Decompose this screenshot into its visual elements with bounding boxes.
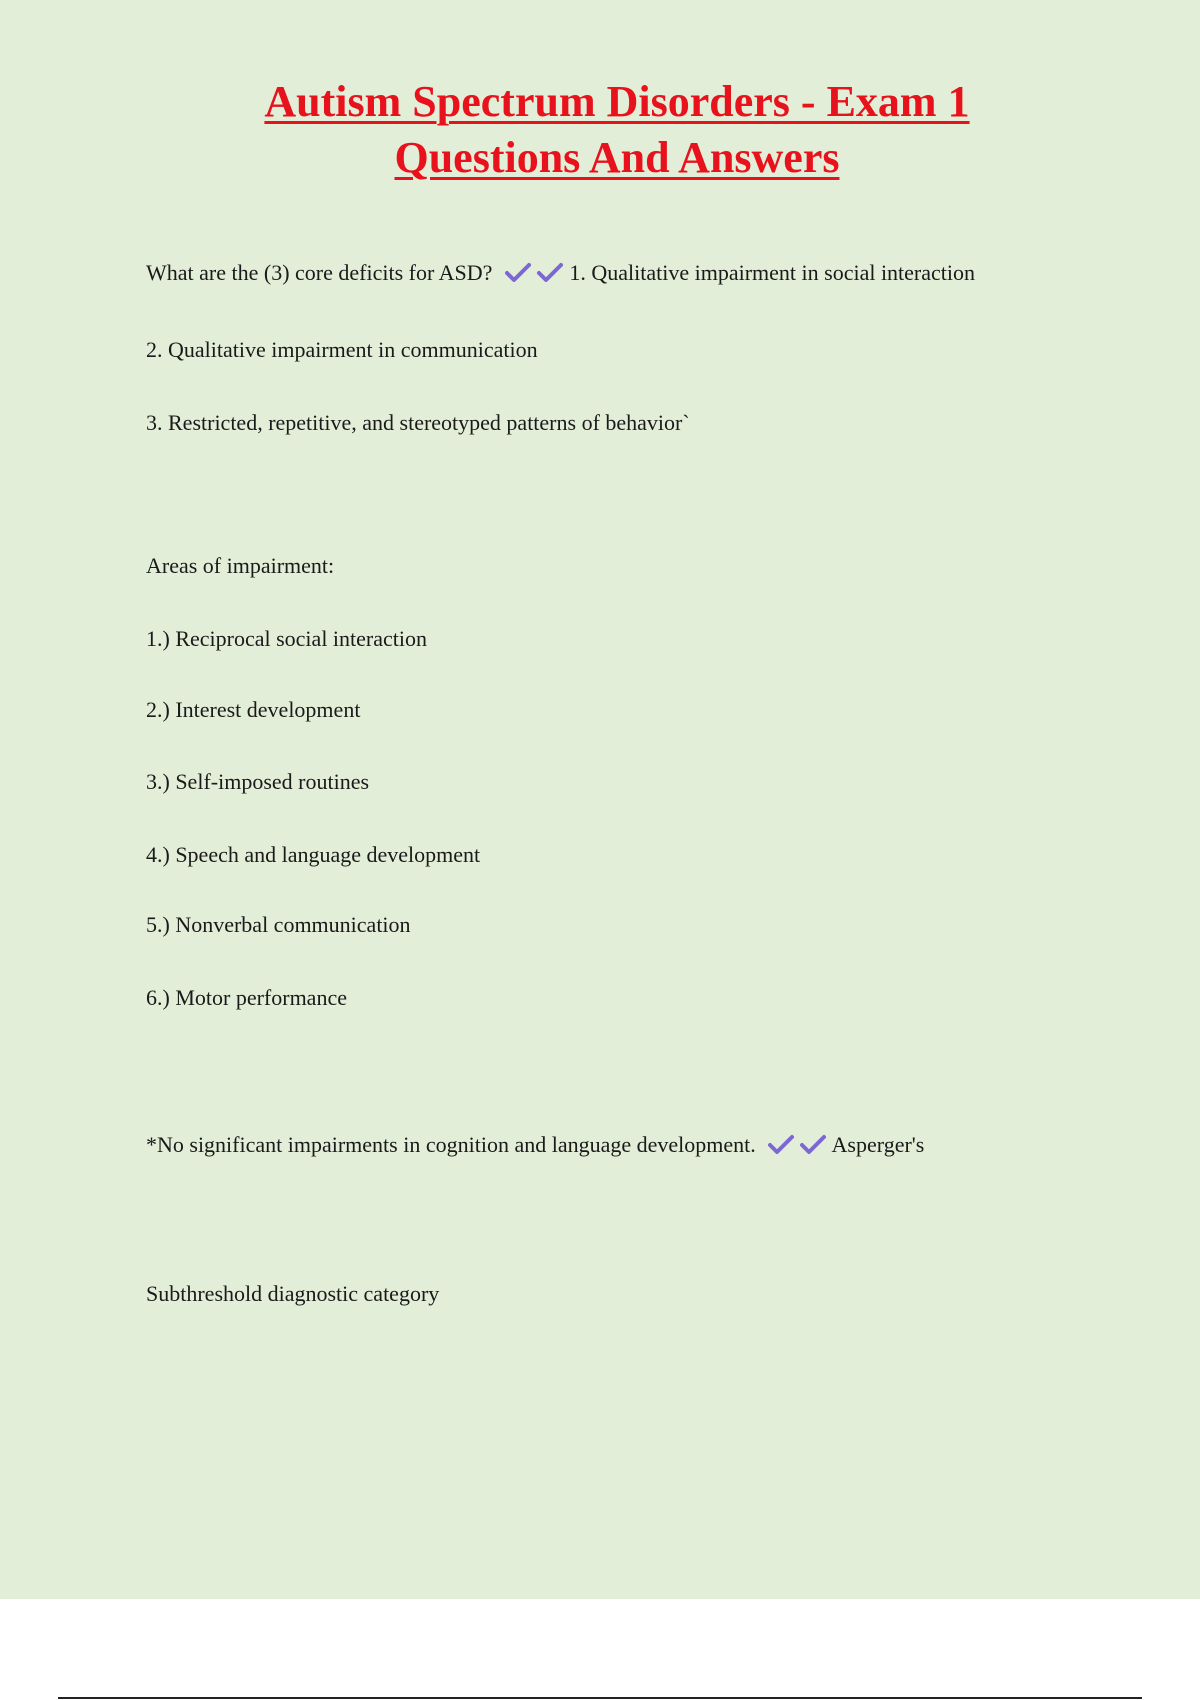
- list-item: 3.) Self-imposed routines: [146, 769, 370, 794]
- question-3-text: *No significant impairments in cognition and language development.: [146, 1132, 756, 1157]
- checkmark-icon: [799, 1133, 827, 1157]
- checkmark-icon: [504, 261, 532, 285]
- title-line-1: Autism Spectrum Disorders - Exam 1: [264, 77, 970, 126]
- answer-1-line-2: 2. Qualitative impairment in communication: [146, 337, 538, 362]
- list-item: 6.) Motor performance: [146, 985, 347, 1010]
- areas-heading: Areas of impairment:: [146, 553, 335, 578]
- title-line-2: Questions And Answers: [394, 133, 840, 182]
- question-3-line: [146, 1131, 924, 1159]
- checkmark-icon: [767, 1133, 795, 1157]
- list-item: 1.) Reciprocal social interaction: [146, 626, 427, 651]
- footer-divider: [58, 1697, 1142, 1699]
- answer-1-line-3: 3. Restricted, repetitive, and stereotyped patterns of behavior`: [146, 410, 690, 435]
- question-1-line: [146, 259, 975, 287]
- document-title: [0, 74, 1200, 186]
- checkmark-icon: [536, 261, 564, 285]
- list-item: 5.) Nonverbal communication: [146, 912, 411, 937]
- question-4-text: Subthreshold diagnostic category: [146, 1281, 440, 1306]
- answer-3-text: Asperger's: [831, 1132, 925, 1157]
- list-item: 2.) Interest development: [146, 697, 361, 722]
- list-item: 4.) Speech and language development: [146, 842, 481, 867]
- question-1-text: What are the (3) core deficits for ASD?: [146, 260, 493, 285]
- answer-1-line-1: 1. Qualitative impairment in social interaction: [569, 260, 976, 285]
